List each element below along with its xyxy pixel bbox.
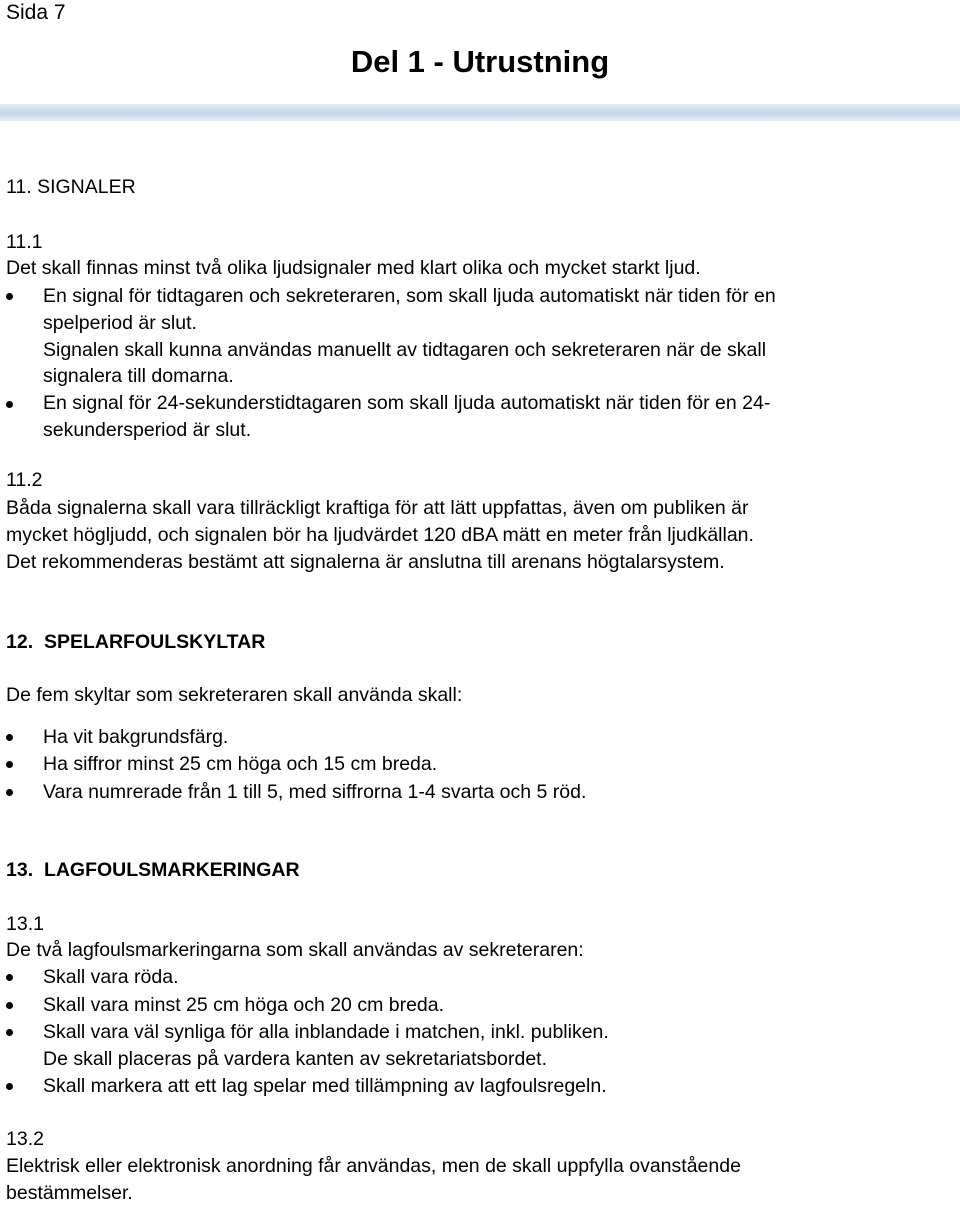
paragraph-line: Båda signalerna skall vara tillräckligt kraftiga för att lätt uppfattas, även om publiken är [6,497,749,519]
paragraph-line: Elektrisk eller elektronisk anordning får användas, men de skall uppfylla ovanstående [6,1155,741,1177]
bullet-text: Skall vara röda. [43,966,179,988]
paragraph-line: mycket högljudd, och signalen bör ha ljudvärdet 120 dBA mätt en meter från ljudkällan. [6,524,754,546]
section-13-1-intro: De två lagfoulsmarkeringarna som skall användas av sekreteraren: [6,939,584,961]
section-11-heading: 11. SIGNALER [6,176,136,198]
title-band [0,104,960,121]
bullet-dot [6,974,13,981]
bullet-text: spelperiod är slut. [43,312,197,334]
section-12-heading: 12. SPELARFOULSKYLTAR [6,631,266,653]
bullet-text: Ha vit bakgrundsfärg. [43,726,229,748]
bullet-text: Vara numrerade från 1 till 5, med siffrorna 1-4 svarta och 5 röd. [43,781,587,803]
paragraph-line: Det rekommenderas bestämt att signalerna är anslutna till arenans högtalarsystem. [6,551,725,573]
bullet-dot [6,1029,13,1036]
bullet-text: Skall vara minst 25 cm höga och 20 cm breda. [43,994,445,1016]
bullet-text: En signal för tidtagaren och sekreteraren, som skall ljuda automatiskt när tiden för en [43,285,776,307]
section-11-2-number: 11.2 [6,469,43,491]
bullet-dot [6,293,13,300]
bullet-text: Skall vara väl synliga för alla inblandade i matchen, inkl. publiken. [43,1021,609,1043]
section-13-1-number: 13.1 [6,913,44,935]
bullet-dot [6,789,13,796]
section-11-1-intro: Det skall finnas minst två olika ljudsignaler med klart olika och mycket starkt ljud. [6,257,701,279]
bullet-dot [6,734,13,741]
section-12-intro: De fem skyltar som sekreteraren skall använda skall: [6,684,463,706]
bullet-text: signalera till domarna. [43,365,234,387]
bullet-dot [6,1002,13,1009]
bullet-text: Ha siffror minst 25 cm höga och 15 cm breda. [43,753,438,775]
bullet-text: sekundersperiod är slut. [43,419,252,441]
bullet-dot [6,761,13,768]
bullet-text: En signal för 24-sekunderstidtagaren som skall ljuda automatiskt när tiden för en 24- [43,392,771,414]
section-13-heading: 13. LAGFOULSMARKERINGAR [6,859,300,881]
bullet-text: Signalen skall kunna användas manuellt av tidtagaren och sekreteraren när de skall [43,339,767,361]
bullet-text: De skall placeras på vardera kanten av sekretariatsbordet. [43,1048,548,1070]
bullet-dot [6,1083,13,1090]
section-11-1-number: 11.1 [6,231,43,253]
paragraph-line: bestämmelser. [6,1182,133,1204]
bullet-text: Skall markera att ett lag spelar med tillämpning av lagfoulsregeln. [43,1075,607,1097]
page-label: Sida 7 [6,1,66,24]
document-title: Del 1 - Utrustning [350,44,610,79]
section-13-2-number: 13.2 [6,1128,44,1150]
bullet-dot [6,401,13,408]
